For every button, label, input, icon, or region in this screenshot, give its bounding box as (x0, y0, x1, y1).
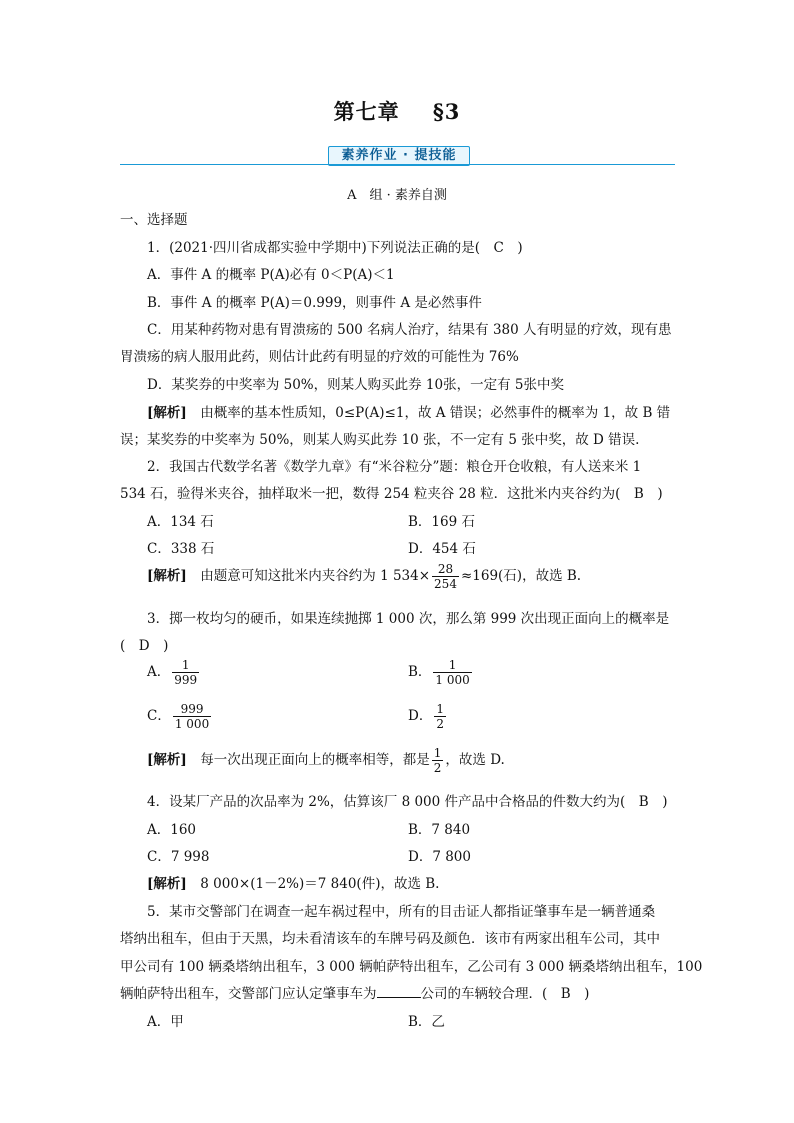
fraction-den: 1 000 (435, 673, 470, 687)
q2-stem-line2: 534 石，验得米夹谷，抽样取米一把，数得 254 粒夹谷 28 粒．这批米内夹谷约为( B ) (120, 486, 663, 502)
chapter-label: 第七章 (333, 99, 400, 124)
q1-analysis-line2: 误；某奖券的中奖率为 50%，则某人购买此券 10 张，不一定有 5 张中奖，故 D 错误. (120, 432, 640, 448)
q4-option-b: B．7 840 (408, 822, 471, 838)
q3-option-c-fraction (173, 702, 211, 731)
q3-fraction (432, 746, 444, 775)
fraction-num: 1 (172, 658, 199, 673)
q5-option-a: A．甲 (147, 1014, 184, 1030)
q4-stem: 4．设某厂产品的次品率为 2%，估算该厂 8 000 件产品中合格品的件数大约为( B ) (147, 794, 668, 810)
q3-option-a-label: A． (147, 664, 171, 680)
q5-stem-line4 (120, 982, 589, 1002)
page-title (0, 96, 794, 126)
q3-option-d-fraction (434, 702, 446, 731)
q2-analysis (147, 562, 581, 591)
q3-stem-line1: 3．掷一枚均匀的硬币，如果连续抛掷 1 000 次，那么第 999 次出现正面向上的概率是 (147, 611, 670, 627)
q1-option-b: B．事件 A 的概率 P(A)＝0.999，则事件 A 是必然事件 (147, 295, 482, 311)
q5-stem-line3: 甲公司有 100 辆桑塔纳出租车，3 000 辆帕萨特出租车，乙公司有 3 000 辆桑塔纳出租车，100 (120, 959, 703, 975)
fraction-num: 1 (433, 658, 471, 673)
q3-option-a (147, 658, 201, 687)
header-divider (120, 164, 675, 165)
q1-analysis-line1 (147, 401, 670, 421)
q2-analysis-post: ≈169(石)，故选 B. (460, 568, 582, 584)
q4-option-d: D．7 800 (408, 849, 471, 865)
analysis-tag: [解析] (147, 568, 187, 584)
section-label: §3 (432, 99, 461, 124)
group-heading: A 组 · 素养自测 (347, 188, 447, 203)
q1-option-d: D．某奖券的中奖率为 50%，则某人购买此券 10张，一定有 5张中奖 (147, 377, 564, 393)
q3-option-c (147, 702, 213, 731)
answer-blank (377, 985, 421, 998)
q2-fraction-den: 254 (434, 577, 457, 591)
section-title: 一、选择题 (120, 212, 188, 228)
q2-stem-line1: 2．我国古代数学名著《数学九章》有“米谷粒分”题：粮仓开仓收粮，有人送来米 1 (147, 459, 642, 475)
q2-option-d: D．454 石 (408, 541, 476, 557)
q4-option-c: C．7 998 (147, 849, 210, 865)
q2-option-a: A．134 石 (147, 514, 214, 530)
q5-stem-post: 公司的车辆较合理．( B ) (420, 986, 590, 1002)
q3-option-b-fraction (433, 658, 471, 687)
q1-stem: 1．(2021·四川省成都实验中学期中)下列说法正确的是( C ) (147, 240, 523, 256)
q1-option-c-line2: 胃溃疡的病人服用此药，则估计此药有明显的疗效的可能性为 76% (120, 349, 519, 365)
q4-option-a: A．160 (147, 822, 197, 838)
q3-option-b (408, 658, 474, 687)
analysis-tag: [解析] (147, 876, 187, 892)
q2-fraction-num: 28 (432, 562, 459, 577)
q3-option-c-label: C． (147, 708, 171, 724)
q1-analysis-text: 由概率的基本性质知，0≤P(A)≤1，故 A 错误；必然事件的概率为 1，故 B 错 (186, 405, 671, 421)
fraction-num: 999 (173, 702, 211, 717)
q2-analysis-pre: 由题意可知这批米内夹谷约为 1 534× (186, 568, 431, 584)
analysis-tag: [解析] (147, 752, 187, 768)
fraction-den: 999 (174, 673, 198, 687)
q3-stem-line2: ( D ) (120, 638, 169, 654)
q3-analysis-pre: 每一次出现正面向上的概率相等，都是 (186, 752, 430, 768)
q1-option-c-line1: C．用某种药物对患有胃溃疡的 500 名病人治疗，结果有 380 人有明显的疗效，现有患 (147, 322, 672, 338)
fraction-num: 1 (433, 746, 442, 760)
analysis-tag: [解析] (147, 405, 187, 421)
fraction-num: 1 (436, 702, 444, 716)
q4-analysis (147, 872, 439, 892)
fraction-den: 2 (436, 717, 444, 731)
q2-option-b: B．169 石 (408, 514, 475, 530)
q2-option-c: C．338 石 (147, 541, 215, 557)
q1-option-a: A．事件 A 的概率 P(A)必有 0＜P(A)＜1 (147, 267, 395, 283)
q3-option-a-fraction (172, 658, 199, 687)
q5-stem-line1: 5．某市交警部门在调查一起车祸过程中，所有的目击证人都指证肇事车是一辆普通桑 (147, 904, 656, 920)
q3-option-d-label: D． (408, 708, 433, 724)
q5-stem-line2: 塔纳出租车，但由于天黑，均未看清该车的车牌号码及颜色．该市有两家出租车公司，其中 (120, 931, 660, 947)
q3-option-d (408, 702, 448, 731)
fraction-den: 2 (433, 761, 442, 775)
q5-option-b: B．乙 (408, 1014, 445, 1030)
q2-fraction (432, 562, 459, 591)
fraction-den: 1 000 (174, 717, 210, 731)
q4-analysis-text: 8 000×(1－2%)＝7 840(件)，故选 B. (186, 876, 440, 892)
section-badge: 素养作业 · 提技能 (328, 146, 470, 166)
q5-stem-pre: 辆帕萨特出租车，交警部门应认定肇事车为 (120, 986, 377, 1002)
q3-analysis (147, 746, 505, 775)
q3-analysis-post: ，故选 D. (445, 752, 505, 768)
q3-option-b-label: B． (408, 664, 432, 680)
